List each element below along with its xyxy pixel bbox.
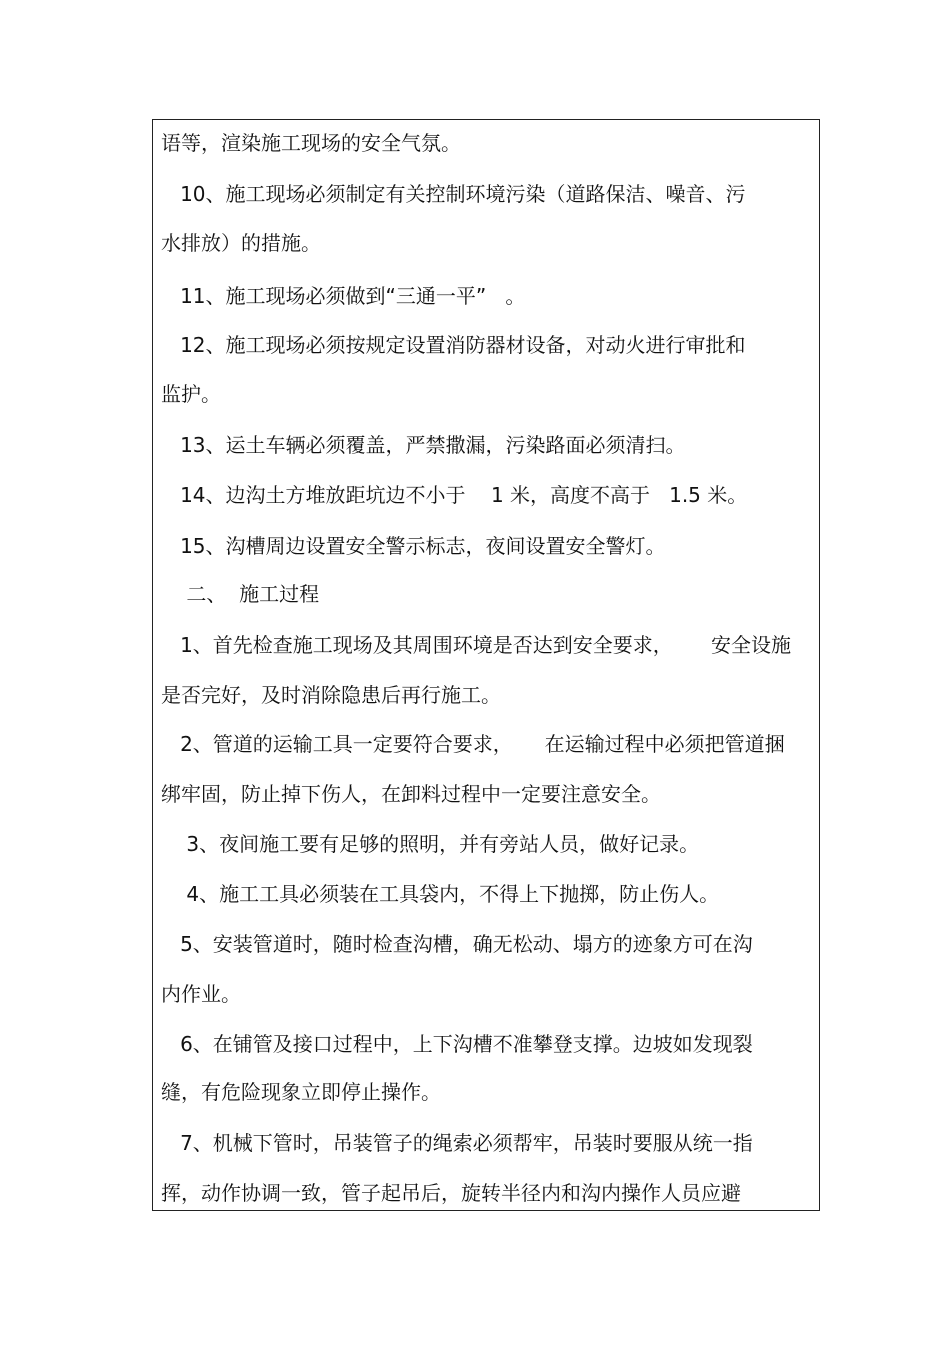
text-line: 4、施工工具必须装在工具袋内，不得上下抛掷，防止伤人。 bbox=[161, 882, 720, 906]
text-line: 是否完好，及时消除隐患后再行施工。 bbox=[161, 683, 501, 707]
text-line: 7、机械下管时，吊装管子的绳索必须帮牢，吊装时要服从统一指 bbox=[161, 1131, 753, 1155]
text-line: 挥，动作协调一致，管子起吊后，旋转半径内和沟内操作人员应避 bbox=[161, 1181, 741, 1205]
text-line: 绑牢固，防止掉下伤人，在卸料过程中一定要注意安全。 bbox=[161, 782, 661, 806]
text-line: 13、运土车辆必须覆盖，严禁撒漏，污染路面必须清扫。 bbox=[161, 433, 686, 457]
section-heading: 二、 施工过程 bbox=[161, 582, 320, 606]
text-line: 1、首先检查施工现场及其周围环境是否达到安全要求， 安全设施 bbox=[161, 633, 791, 657]
text-line: 3、夜间施工要有足够的照明，并有旁站人员，做好记录。 bbox=[161, 832, 700, 856]
text-line: 内作业。 bbox=[161, 982, 241, 1006]
text-line: 监护。 bbox=[161, 382, 221, 406]
text-line: 14、边沟土方堆放距坑边不小于 1 米，高度不高于 1.5 米。 bbox=[161, 483, 748, 507]
text-line: 语等，渲染施工现场的安全气氛。 bbox=[161, 131, 461, 155]
text-line: 缝，有危险现象立即停止操作。 bbox=[161, 1080, 441, 1104]
text-line: 12、施工现场必须按规定设置消防器材设备，对动火进行审批和 bbox=[161, 333, 746, 357]
text-line: 15、沟槽周边设置安全警示标志，夜间设置安全警灯。 bbox=[161, 534, 666, 558]
text-line: 10、施工现场必须制定有关控制环境污染（道路保洁、噪音、污 bbox=[161, 182, 746, 206]
text-line: 5、安装管道时，随时检查沟槽，确无松动、塌方的迹象方可在沟 bbox=[161, 932, 753, 956]
text-line: 6、在铺管及接口过程中，上下沟槽不准攀登支撑。边坡如发现裂 bbox=[161, 1032, 753, 1056]
text-line: 2、管道的运输工具一定要符合要求， 在运输过程中必须把管道捆 bbox=[161, 732, 785, 756]
text-line: 水排放）的措施。 bbox=[161, 231, 321, 255]
text-line: 11、施工现场必须做到“三通一平” 。 bbox=[161, 284, 526, 308]
